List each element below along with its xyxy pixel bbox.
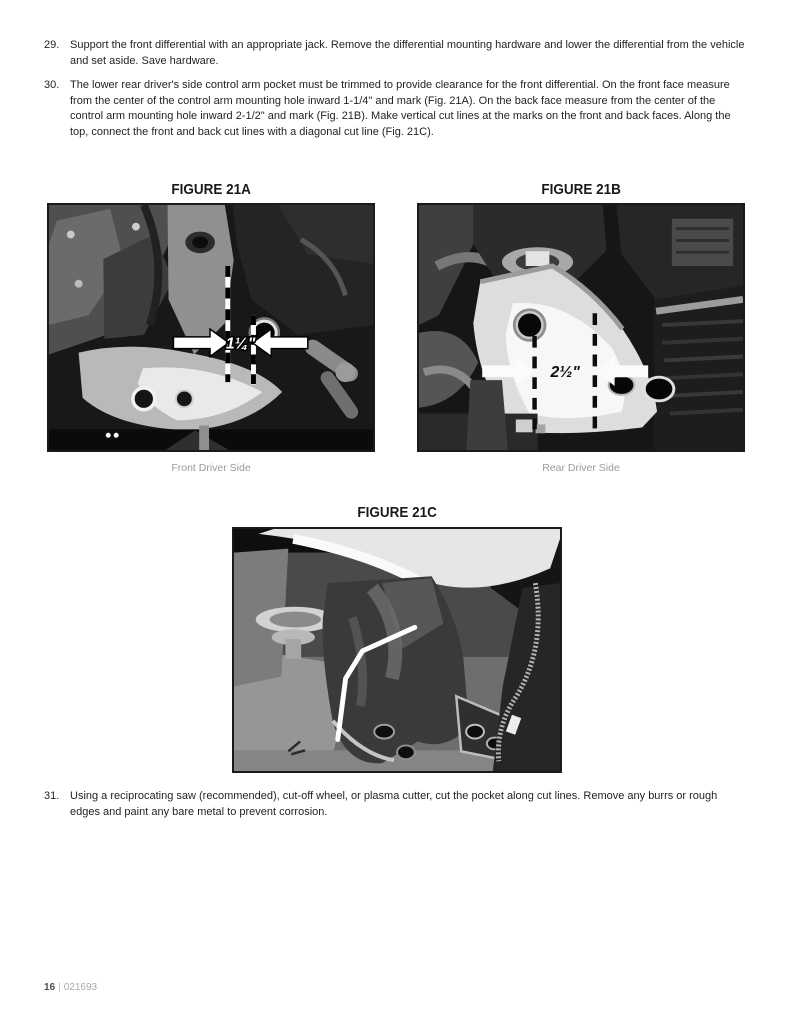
step-text: Using a reciprocating saw (recommended), cut-off wheel, or plasma cutter, cut the pocket along cut lines. Remove any burrs or rough edges and paint any bare metal to prevent corrosion. (70, 790, 718, 818)
step-number: 31. (44, 790, 60, 802)
page-number: 16 (44, 982, 56, 993)
instruction-steps-bottom (44, 789, 750, 829)
figure-21b-photo (417, 203, 745, 452)
figure-21a-illustration (49, 205, 373, 450)
figure-21b-illustration (419, 205, 743, 450)
figure-21a-caption: Front Driver Side (171, 462, 251, 474)
step-30 (44, 78, 750, 140)
page-footer (44, 982, 97, 993)
step-number: 30. (44, 79, 60, 91)
step-text: The lower rear driver's side control arm pocket must be trimmed to provide clearance for the front differential. On the front face measure from the center of the control arm mounting hole inward 1-1/4" and mark (Fig. 21A). On the back face measure from the center of the control arm mounting hole inward 2-1/2" and mark (Fig. 21B). Make vertical cut lines at the marks on the front and back faces. Along the top, connect the front and back cut lines with a diagonal cut line (Fig. 21C). (70, 79, 731, 138)
figure-21a-photo (47, 203, 375, 452)
step-29 (44, 38, 750, 69)
instruction-steps-top (44, 38, 750, 149)
figure-21c-illustration (234, 529, 560, 771)
step-text: Support the front differential with an appropriate jack. Remove the differential mounting hardware and lower the differential from the vehicle and set aside. Save hardware. (70, 39, 745, 67)
step-number: 29. (44, 39, 60, 51)
step-31 (44, 789, 750, 820)
measurement-label-back: 2½" (550, 364, 580, 382)
marker-dot (106, 433, 111, 438)
figure-21a-title: FIGURE 21A (171, 181, 251, 198)
footer-separator: | (58, 982, 61, 993)
figure-21b-title: FIGURE 21B (541, 181, 621, 198)
document-code: 021693 (63, 982, 98, 993)
figure-21b-caption: Rear Driver Side (542, 462, 620, 474)
marker-dot (114, 433, 119, 438)
measurement-label-front: 1¼" (225, 335, 256, 353)
figure-21c-photo (232, 527, 562, 773)
figure-21c-title: FIGURE 21C (357, 504, 437, 521)
